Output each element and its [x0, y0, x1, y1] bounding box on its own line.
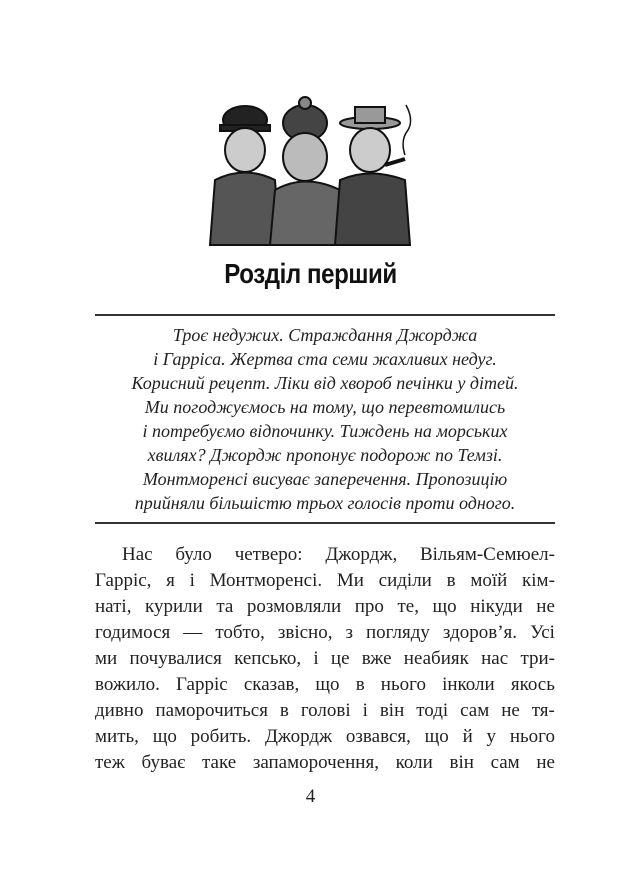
body-line: ми почувалися кепсько, і це вже неабияк нас три- — [95, 648, 555, 669]
summary-line: і потребуємо відпочинку. Тиждень на морських — [142, 421, 508, 441]
summary-line: Троє недужих. Страждання Джорджа — [172, 325, 478, 345]
body-line: наті, курили та розмовляли про те, що нікуди не — [95, 596, 555, 617]
body-line: мить, що робить. Джордж озвався, що й у нього — [95, 726, 555, 747]
body-line: Гарріс, я і Монтморенсі. Ми сиділи в моїй кім- — [95, 570, 555, 591]
summary-line: і Гарріса. Жертва ста семи жахливих недуг. — [153, 349, 497, 369]
body-line: годимося — тобто, звісно, з погляду здоров’я. Усі — [95, 622, 555, 643]
summary-line: прийняли більшістю трьох голосів проти одного. — [134, 493, 516, 513]
bottom-divider — [95, 522, 555, 524]
body-line: дивно паморочиться в голові і він тоді сам не тя- — [95, 700, 555, 721]
summary-line: Ми погоджуємось на тому, що перевтомились — [144, 397, 506, 417]
body-line: теж буває таке запаморочення, коли він сам не — [95, 752, 555, 773]
summary-line: хвилях? Джордж пропонує подорож по Темзі. — [147, 445, 503, 465]
chapter-summary — [95, 323, 555, 515]
page-number: 4 — [305, 786, 316, 807]
three-men-illustration — [200, 95, 415, 250]
body-text — [95, 542, 555, 776]
top-divider — [95, 314, 555, 316]
body-line: Нас було четверо: Джордж, Вільям-Семюел- — [122, 544, 555, 565]
body-line: вожило. Гарріс сказав, що в нього інколи якось — [95, 674, 555, 695]
chapter-title: Розділ перший — [224, 258, 397, 289]
summary-line: Монтморенсі висуває заперечення. Пропозицію — [142, 469, 508, 489]
summary-line: Корисний рецепт. Ліки від хвороб печінки у дітей. — [131, 373, 519, 393]
